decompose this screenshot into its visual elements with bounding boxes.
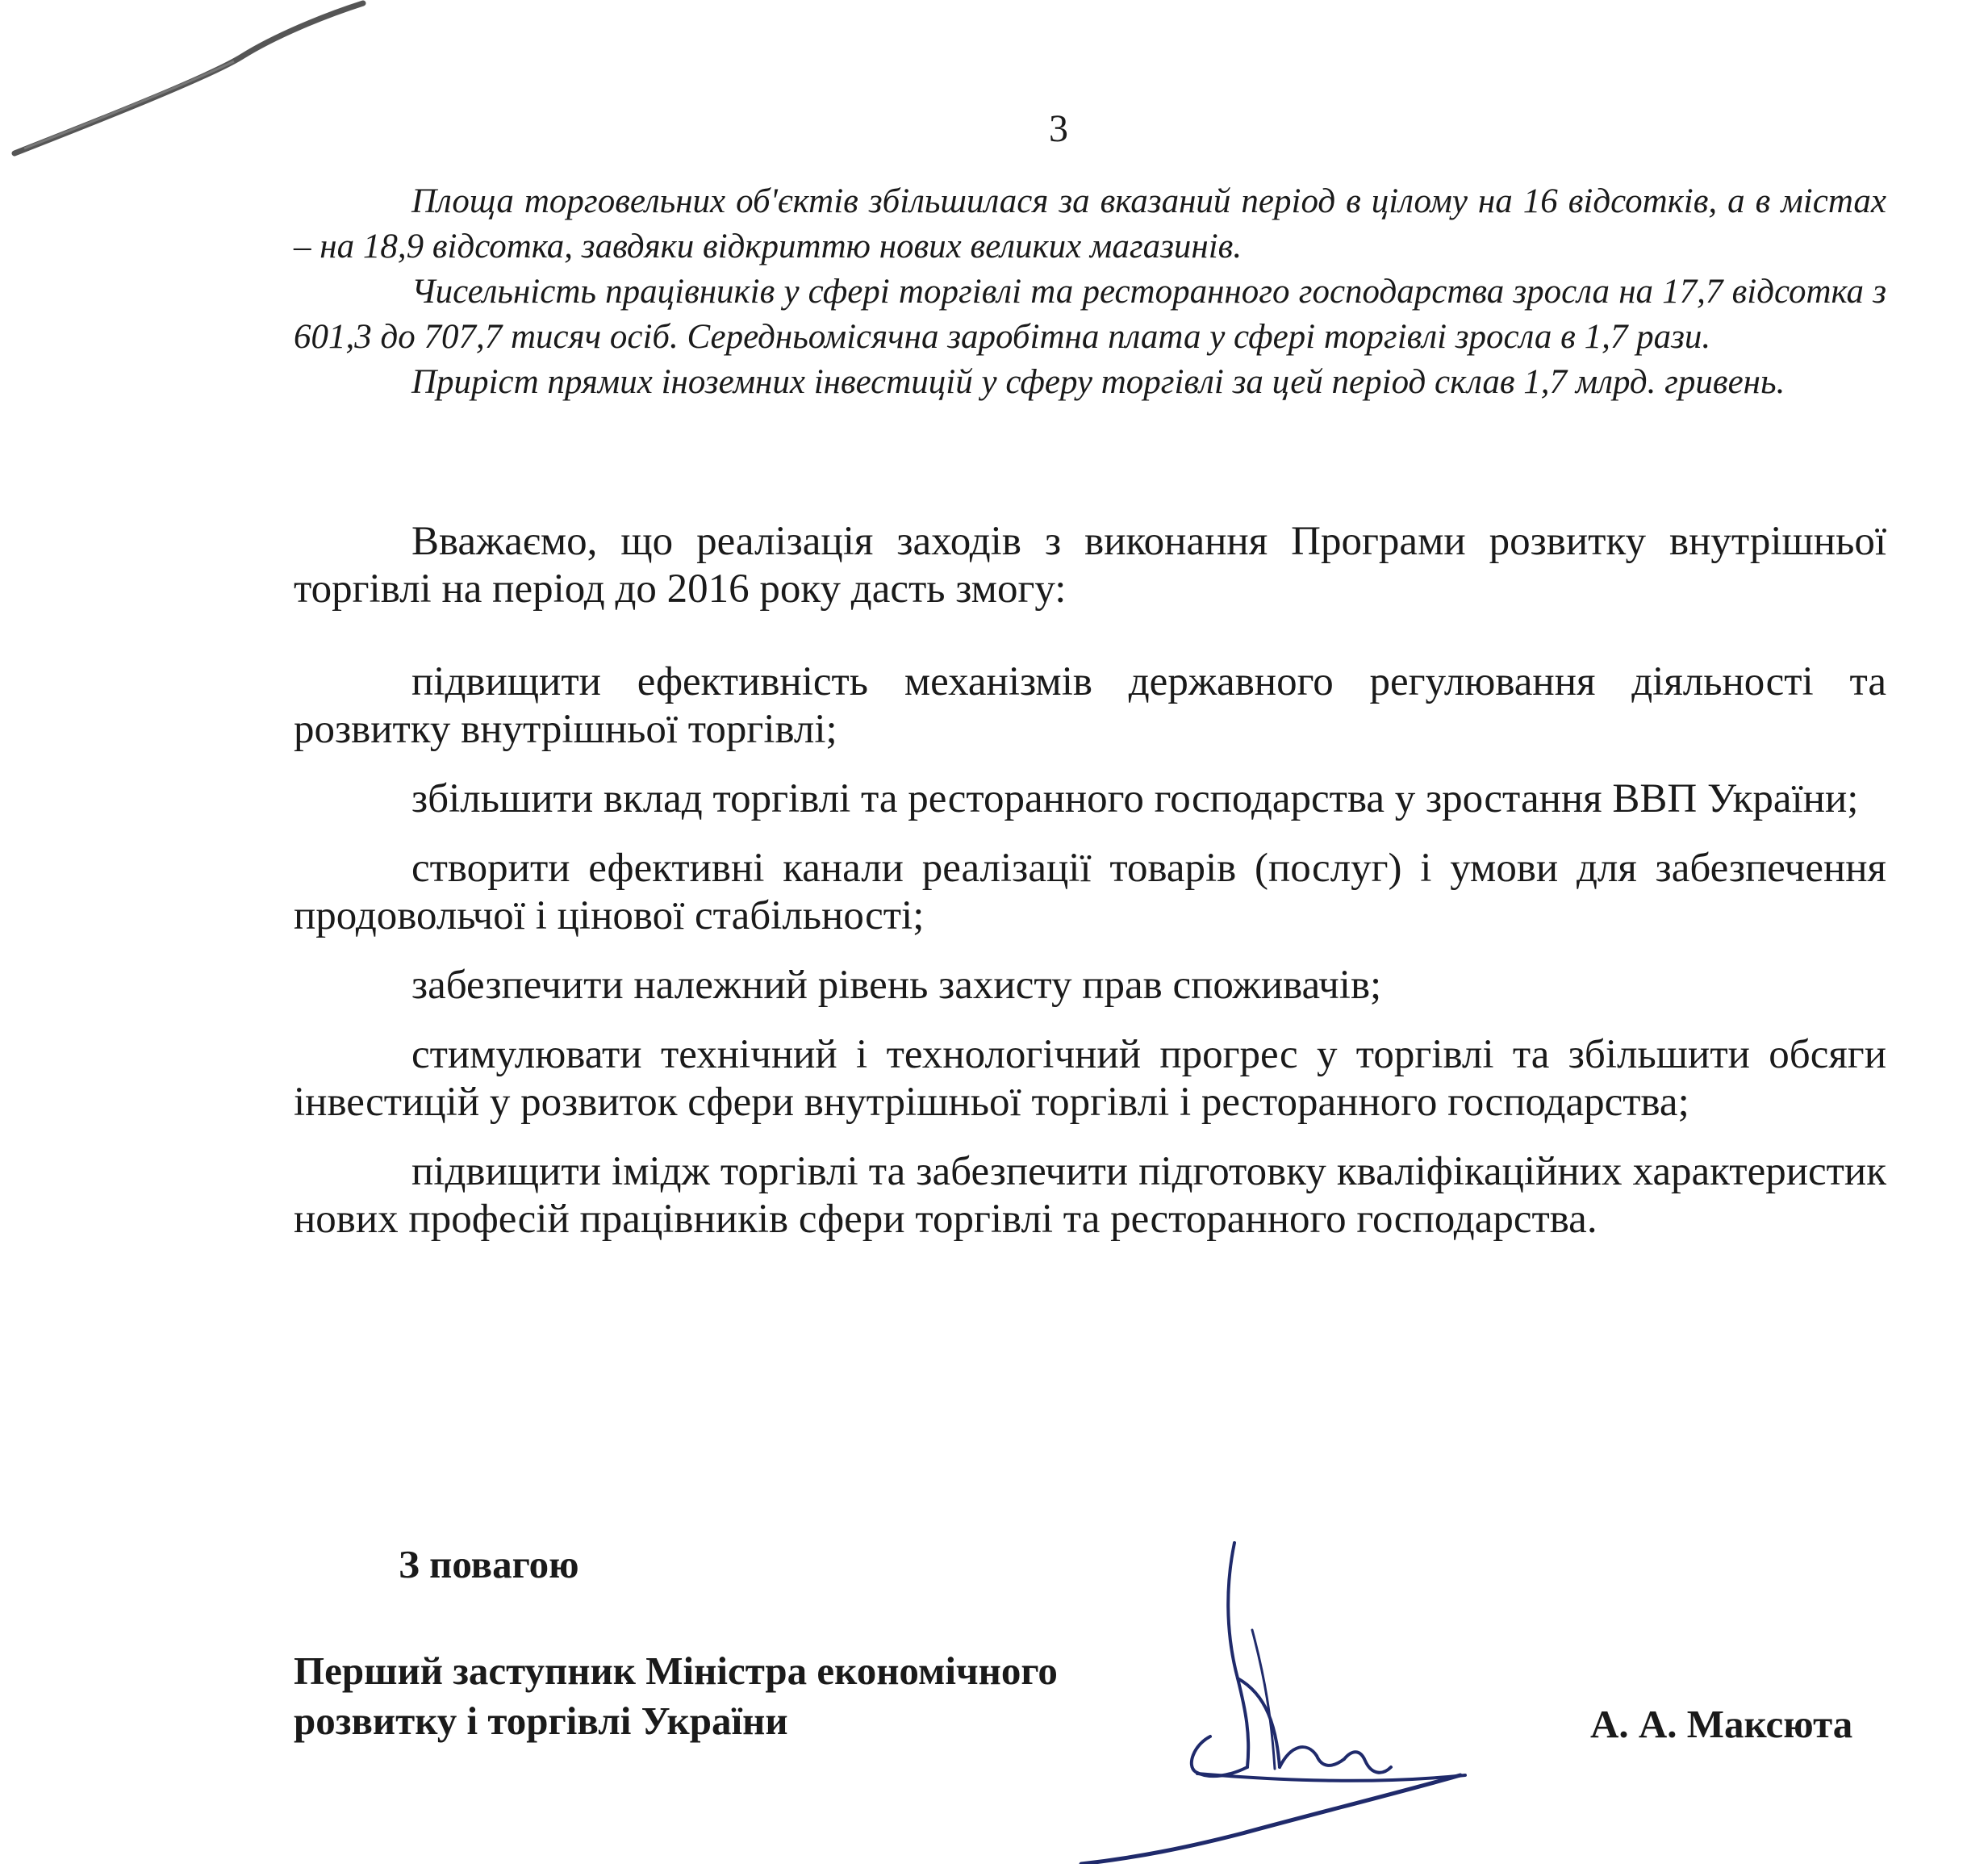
scan-mark [0, 0, 387, 169]
signer-position-line: розвитку і торгівлі України [294, 1699, 788, 1743]
main-section [294, 518, 1886, 1265]
page-number: 3 [1049, 107, 1068, 150]
summary-section [294, 179, 1886, 405]
goal-item: підвищити імідж торгівлі та забезпечити підготовку кваліфікаційних характеристик нових професій працівників сфери торгівлі та ресторанного господарства. [294, 1149, 1886, 1242]
closing-phrase: З повагою [399, 1542, 579, 1586]
summary-paragraph: Чисельність працівників у сфері торгівлі та ресторанного господарства зросла на 17,7 відсотка з 601,3 до 707,7 тисяч осіб. Середньомісячна заробітна плата у сфері торгівлі зросла в 1,7 рази. [294, 273, 1886, 356]
goal-item: забезпечити належний рівень захисту прав споживачів; [411, 963, 1382, 1008]
signer-name: А. А. Максюта [1590, 1702, 1853, 1746]
lead-paragraph: Вважаємо, що реалізація заходів з виконання Програми розвитку внутрішньої торгівлі на період до 2016 року дасть змогу: [294, 519, 1886, 612]
goal-item: створити ефективні канали реалізації товарів (послуг) і умови для забезпечення продовольчої і цінової стабільності; [294, 846, 1886, 938]
signer-position-line: Перший заступник Міністра економічного [294, 1649, 1058, 1693]
summary-paragraph: Приріст прямих іноземних інвестицій у сферу торгівлі за цей період склав 1,7 млрд. гривень. [411, 363, 1785, 401]
goal-item: збільшити вклад торгівлі та ресторанного господарства у зростання ВВП України; [411, 776, 1859, 821]
goal-item: підвищити ефективність механізмів державного регулювання діяльності та розвитку внутрішньої торгівлі; [294, 659, 1886, 752]
handwritten-signature [1065, 1533, 1485, 1864]
summary-paragraph: Площа торговельних об'єктів збільшилася за вказаний період в цілому на 16 відсотків, а в містах – на 18,9 відсотка, завдяки відкриттю нових великих магазинів. [294, 182, 1886, 265]
goal-item: стимулювати технічний і технологічний прогрес у торгівлі та збільшити обсяги інвестицій у розвиток сфери внутрішньої торгівлі і ресторанного господарства; [294, 1032, 1886, 1125]
signer-position [294, 1646, 1181, 1746]
